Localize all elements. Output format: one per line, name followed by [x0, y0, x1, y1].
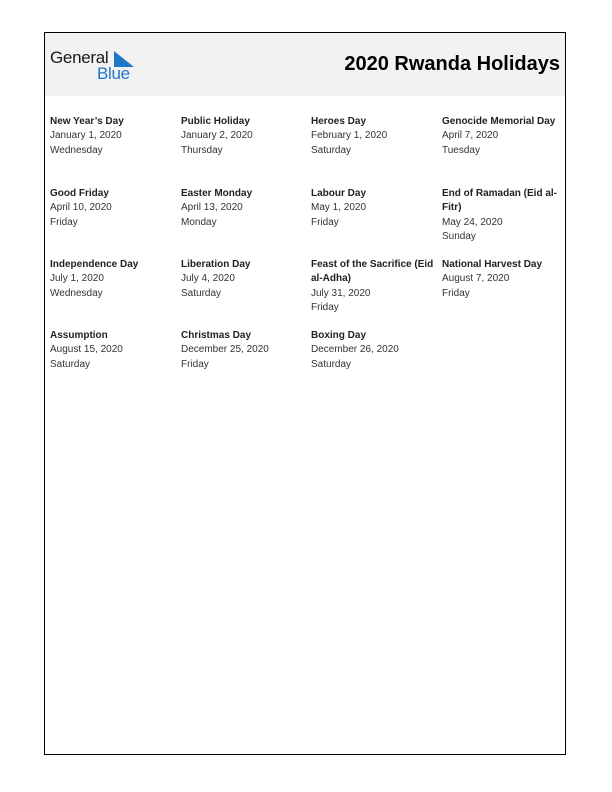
holiday-name: Independence Day [50, 259, 139, 270]
holiday-weekday: Saturday [311, 358, 352, 370]
holiday-entry [50, 115, 175, 158]
holiday-name: End of Ramadan (Eid al-Fitr) [442, 188, 558, 214]
holiday-date: April 10, 2020 [50, 202, 112, 214]
holiday-entry [50, 187, 175, 230]
holiday-date: July 31, 2020 [311, 287, 371, 299]
holiday-name: Heroes Day [311, 116, 367, 127]
holiday-name: Public Holiday [181, 116, 250, 127]
holiday-name: New Year’s Day [50, 116, 124, 127]
holiday-date: April 7, 2020 [442, 130, 499, 142]
holiday-date: January 2, 2020 [181, 130, 253, 142]
holiday-date: August 15, 2020 [50, 344, 123, 356]
holiday-entry [181, 115, 306, 158]
holiday-entry [311, 258, 436, 315]
holiday-name: Boxing Day [311, 330, 367, 341]
holiday-date: April 13, 2020 [181, 202, 243, 214]
holiday-name: Christmas Day [181, 330, 252, 341]
holiday-name: National Harvest Day [442, 259, 543, 270]
holiday-name: Liberation Day [181, 259, 251, 270]
holiday-weekday: Friday [181, 358, 209, 370]
holiday-date: July 1, 2020 [50, 273, 104, 285]
holiday-date: May 24, 2020 [442, 216, 503, 228]
holiday-weekday: Saturday [311, 144, 352, 156]
holiday-entry [311, 329, 436, 372]
holiday-entry [442, 115, 562, 158]
page-frame [44, 32, 566, 755]
logo-text-blue: Blue [97, 64, 130, 83]
holiday-entry [311, 115, 436, 158]
holiday-entry [181, 258, 306, 301]
holiday-weekday: Saturday [50, 358, 91, 370]
holiday-weekday: Thursday [181, 144, 223, 156]
holiday-entry [181, 187, 306, 230]
holiday-name: Easter Monday [181, 188, 253, 199]
holiday-weekday: Tuesday [442, 144, 480, 156]
holiday-name: Labour Day [311, 188, 367, 199]
holiday-weekday: Saturday [181, 287, 222, 299]
holiday-entry [442, 258, 562, 301]
holiday-date: December 26, 2020 [311, 344, 399, 356]
holiday-name: Assumption [50, 330, 108, 341]
holiday-weekday: Wednesday [50, 287, 103, 299]
header-band [45, 33, 565, 96]
holiday-weekday: Monday [181, 216, 217, 228]
holiday-weekday: Friday [50, 216, 78, 228]
holiday-entry [50, 258, 175, 301]
holiday-date: July 4, 2020 [181, 273, 235, 285]
holiday-name: Good Friday [50, 188, 109, 199]
holiday-date: May 1, 2020 [311, 202, 367, 214]
holiday-weekday: Friday [311, 216, 339, 228]
holiday-weekday: Friday [442, 287, 470, 299]
holiday-name: Feast of the Sacrifice (Eid al-Adha) [311, 259, 434, 285]
holiday-weekday: Sunday [442, 230, 476, 242]
holiday-date: January 1, 2020 [50, 130, 122, 142]
holiday-entry [311, 187, 436, 230]
holiday-weekday: Wednesday [50, 144, 103, 156]
holiday-weekday: Friday [311, 301, 339, 313]
logo-text-general: General [50, 48, 109, 67]
holiday-entry [50, 329, 175, 372]
holiday-entry [442, 187, 562, 244]
holiday-name: Genocide Memorial Day [442, 116, 556, 127]
holiday-date: February 1, 2020 [311, 130, 388, 142]
holiday-date: August 7, 2020 [442, 273, 510, 285]
holiday-entry [181, 329, 306, 372]
page-title: 2020 Rwanda Holidays [344, 53, 560, 75]
holiday-date: December 25, 2020 [181, 344, 269, 356]
generalblue-logo [50, 47, 140, 83]
